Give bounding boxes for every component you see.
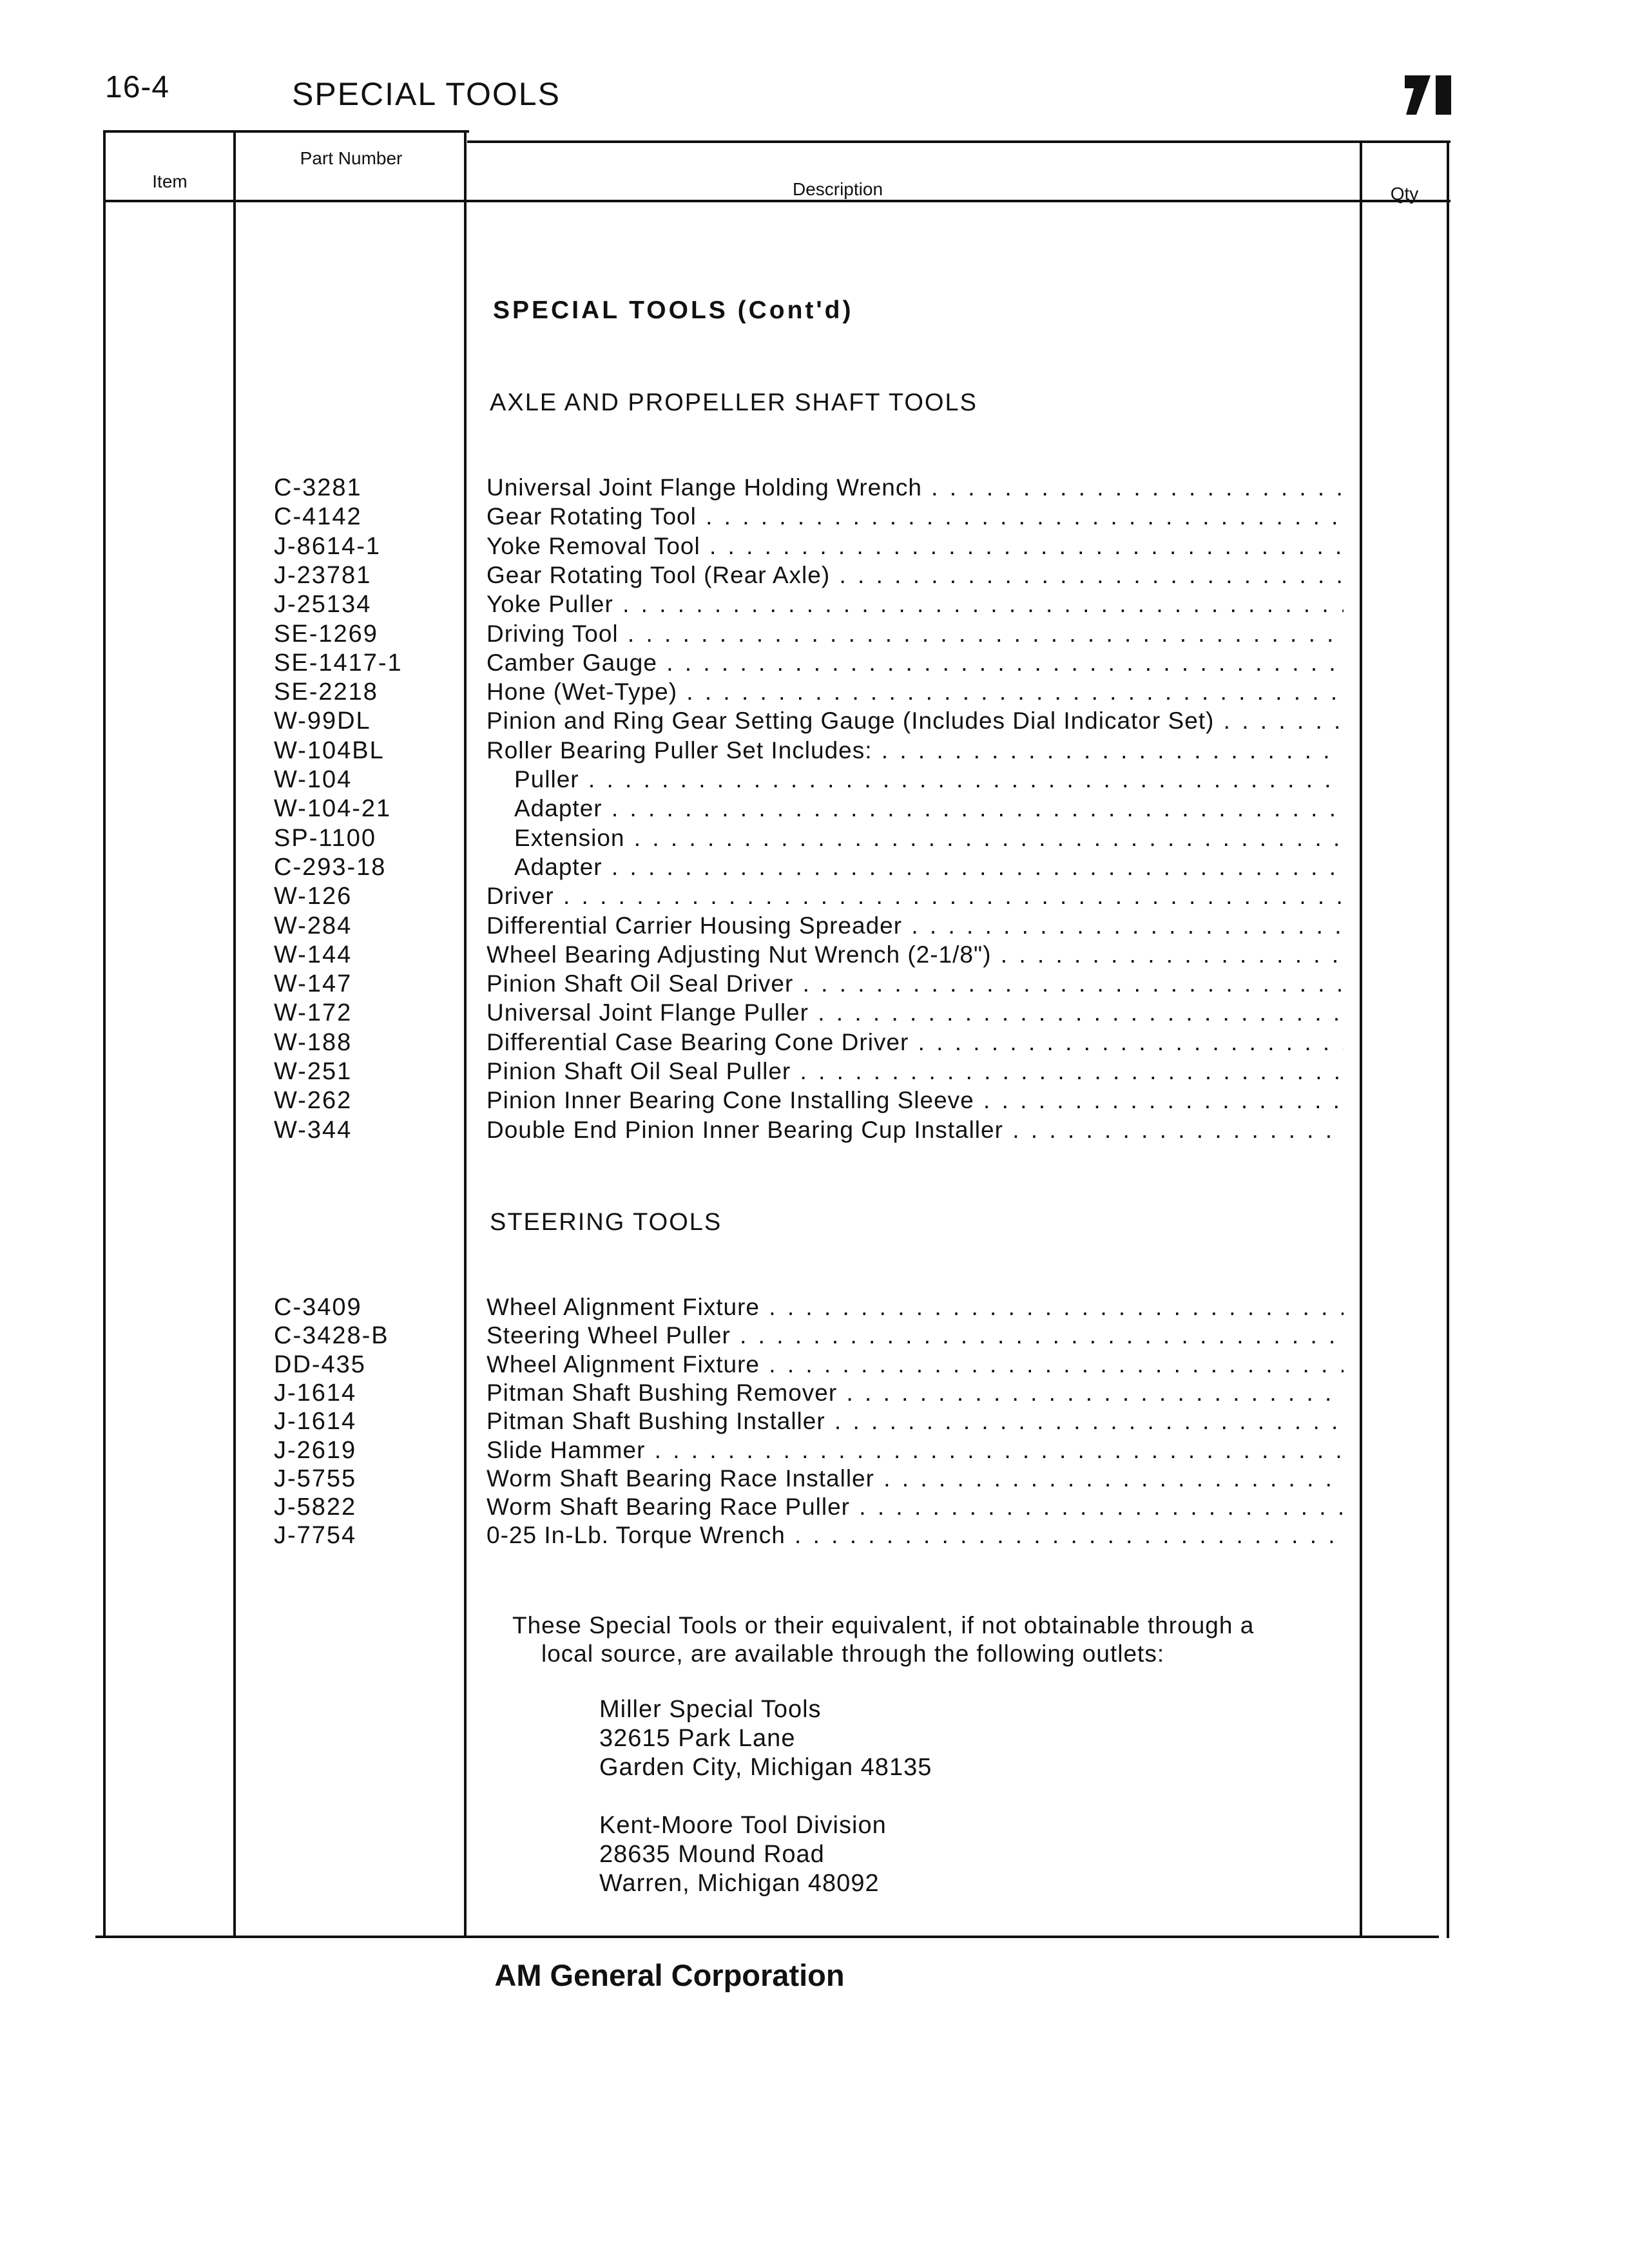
description-cell: Pitman Shaft Bushing Remover . . . [487, 1379, 1344, 1407]
part-number-cell: C-293-18 [274, 853, 387, 881]
column-header-description: Description [792, 179, 883, 199]
part-number-cell: J-8614-1 [274, 532, 381, 560]
page-number: 16-4 [105, 70, 170, 104]
part-number-cell: SE-1417-1 [274, 649, 403, 677]
description-cell: Slide Hammer . . . [487, 1437, 1344, 1464]
part-number-cell: W-144 [274, 941, 352, 968]
description-cell: Double End Pinion Inner Bearing Cup Installer . . . [487, 1117, 1344, 1144]
description-cell: Wheel Alignment Fixture . . . [487, 1294, 1344, 1321]
description-cell: Hone (Wet-Type) . . . [487, 678, 1344, 706]
outlet-name: Miller Special Tools [599, 1696, 822, 1723]
description-cell: Camber Gauge . . . [487, 649, 1344, 677]
column-header-qty: Qty [1390, 184, 1419, 204]
part-number-cell: SP-1100 [274, 824, 377, 852]
part-number-cell: W-99DL [274, 707, 371, 735]
part-number-cell: W-147 [274, 970, 352, 998]
column-divider-right [1447, 140, 1449, 1938]
column-header-part-number: Part Number [300, 148, 403, 168]
description-cell: Pitman Shaft Bushing Installer . . . [487, 1408, 1344, 1435]
part-number-cell: W-344 [274, 1116, 352, 1144]
part-number-cell: W-251 [274, 1058, 352, 1085]
column-header-item: Item [152, 171, 188, 191]
description-cell: Adapter . . . [514, 795, 1344, 822]
description-cell: Universal Joint Flange Puller . . . [487, 999, 1344, 1026]
part-number-cell: W-104 [274, 766, 352, 793]
column-divider-part [464, 130, 467, 1938]
part-number-cell: W-188 [274, 1028, 352, 1056]
part-number-cell: SE-2218 [274, 678, 378, 706]
part-number-cell: J-1614 [274, 1379, 357, 1407]
description-cell: Universal Joint Flange Holding Wrench . . . [487, 474, 1344, 501]
outlet-name: Kent-Moore Tool Division [599, 1812, 887, 1839]
outlet-city: Garden City, Michigan 48135 [599, 1754, 932, 1781]
description-cell: Adapter . . . [514, 854, 1344, 881]
part-number-cell: W-104-21 [274, 795, 392, 823]
description-cell: Driver . . . [487, 883, 1344, 910]
description-cell: Roller Bearing Puller Set Includes: . . . [487, 737, 1344, 764]
part-number-cell: C-3428-B [274, 1322, 389, 1350]
part-number-cell: W-284 [274, 912, 352, 939]
description-cell: Differential Carrier Housing Spreader . . . [487, 912, 1344, 939]
table-top-border [105, 130, 469, 133]
footer-company [0, 1957, 1629, 1993]
table-top-border-right [467, 140, 1451, 143]
part-number-cell: W-126 [274, 883, 352, 910]
special-tools-heading: SPECIAL TOOLS (Cont'd) [493, 296, 854, 324]
part-number-cell: J-23781 [274, 561, 372, 589]
footer-company-text: AM General Corporation [494, 1958, 845, 1992]
part-number-cell: C-4142 [274, 503, 362, 531]
part-number-cell: W-262 [274, 1087, 352, 1115]
description-cell: 0-25 In-Lb. Torque Wrench . . . [487, 1522, 1344, 1549]
description-cell: Wheel Alignment Fixture . . . [487, 1351, 1344, 1378]
column-divider-desc [1360, 140, 1362, 1938]
outlet-street: 28635 Mound Road [599, 1841, 825, 1868]
description-cell: Pinion and Ring Gear Setting Gauge (Includes Dial Indicator Set) . . . [487, 707, 1344, 735]
description-cell: Worm Shaft Bearing Race Installer . . . [487, 1465, 1344, 1492]
part-number-cell: J-5822 [274, 1494, 357, 1521]
outlet-city: Warren, Michigan 48092 [599, 1870, 880, 1897]
description-cell: Pinion Shaft Oil Seal Driver . . . [487, 970, 1344, 997]
part-number-cell: J-1614 [274, 1408, 357, 1436]
part-number-cell: C-3409 [274, 1294, 362, 1321]
description-cell: Wheel Bearing Adjusting Nut Wrench (2-1/8") . . . [487, 941, 1344, 968]
part-number-cell: J-5755 [274, 1465, 357, 1492]
description-cell: Worm Shaft Bearing Race Puller . . . [487, 1494, 1344, 1521]
part-number-cell: J-7754 [274, 1522, 357, 1550]
part-number-cell: C-3281 [274, 474, 362, 501]
description-cell: Yoke Removal Tool . . . [487, 533, 1344, 560]
outlets-note-line-2: local source, are available through the following outlets: [541, 1640, 1165, 1667]
part-number-cell: J-25134 [274, 591, 372, 619]
part-number-cell: W-172 [274, 999, 352, 1027]
column-divider-left [103, 130, 106, 1938]
description-cell: Gear Rotating Tool . . . [487, 503, 1344, 530]
corporate-logo-icon [1405, 74, 1453, 116]
description-cell: Gear Rotating Tool (Rear Axle) . . . [487, 562, 1344, 589]
table-bottom-border [95, 1936, 1439, 1938]
part-number-cell: W-104BL [274, 736, 385, 764]
description-cell: Yoke Puller . . . [487, 591, 1344, 618]
part-number-cell: SE-1269 [274, 620, 378, 648]
outlet-street: 32615 Park Lane [599, 1725, 796, 1752]
header-bottom-border [105, 200, 1451, 202]
description-cell: Pinion Inner Bearing Cone Installing Sleeve . . . [487, 1087, 1344, 1114]
description-cell: Pinion Shaft Oil Seal Puller . . . [487, 1058, 1344, 1085]
part-number-cell: J-2619 [274, 1436, 357, 1464]
outlets-note-line-1: These Special Tools or their equivalent, if not obtainable through a [512, 1612, 1255, 1639]
description-cell: Steering Wheel Puller . . . [487, 1322, 1344, 1349]
steering-section-title: STEERING TOOLS [490, 1209, 722, 1236]
column-divider-item [233, 130, 236, 1938]
description-cell: Puller . . . [514, 766, 1344, 793]
section-title: SPECIAL TOOLS [292, 76, 561, 112]
part-number-cell: DD-435 [274, 1350, 366, 1378]
axle-section-title: AXLE AND PROPELLER SHAFT TOOLS [490, 389, 978, 416]
description-cell: Driving Tool . . . [487, 620, 1344, 648]
description-cell: Extension . . . [514, 825, 1344, 852]
description-cell: Differential Case Bearing Cone Driver . . . [487, 1029, 1344, 1056]
